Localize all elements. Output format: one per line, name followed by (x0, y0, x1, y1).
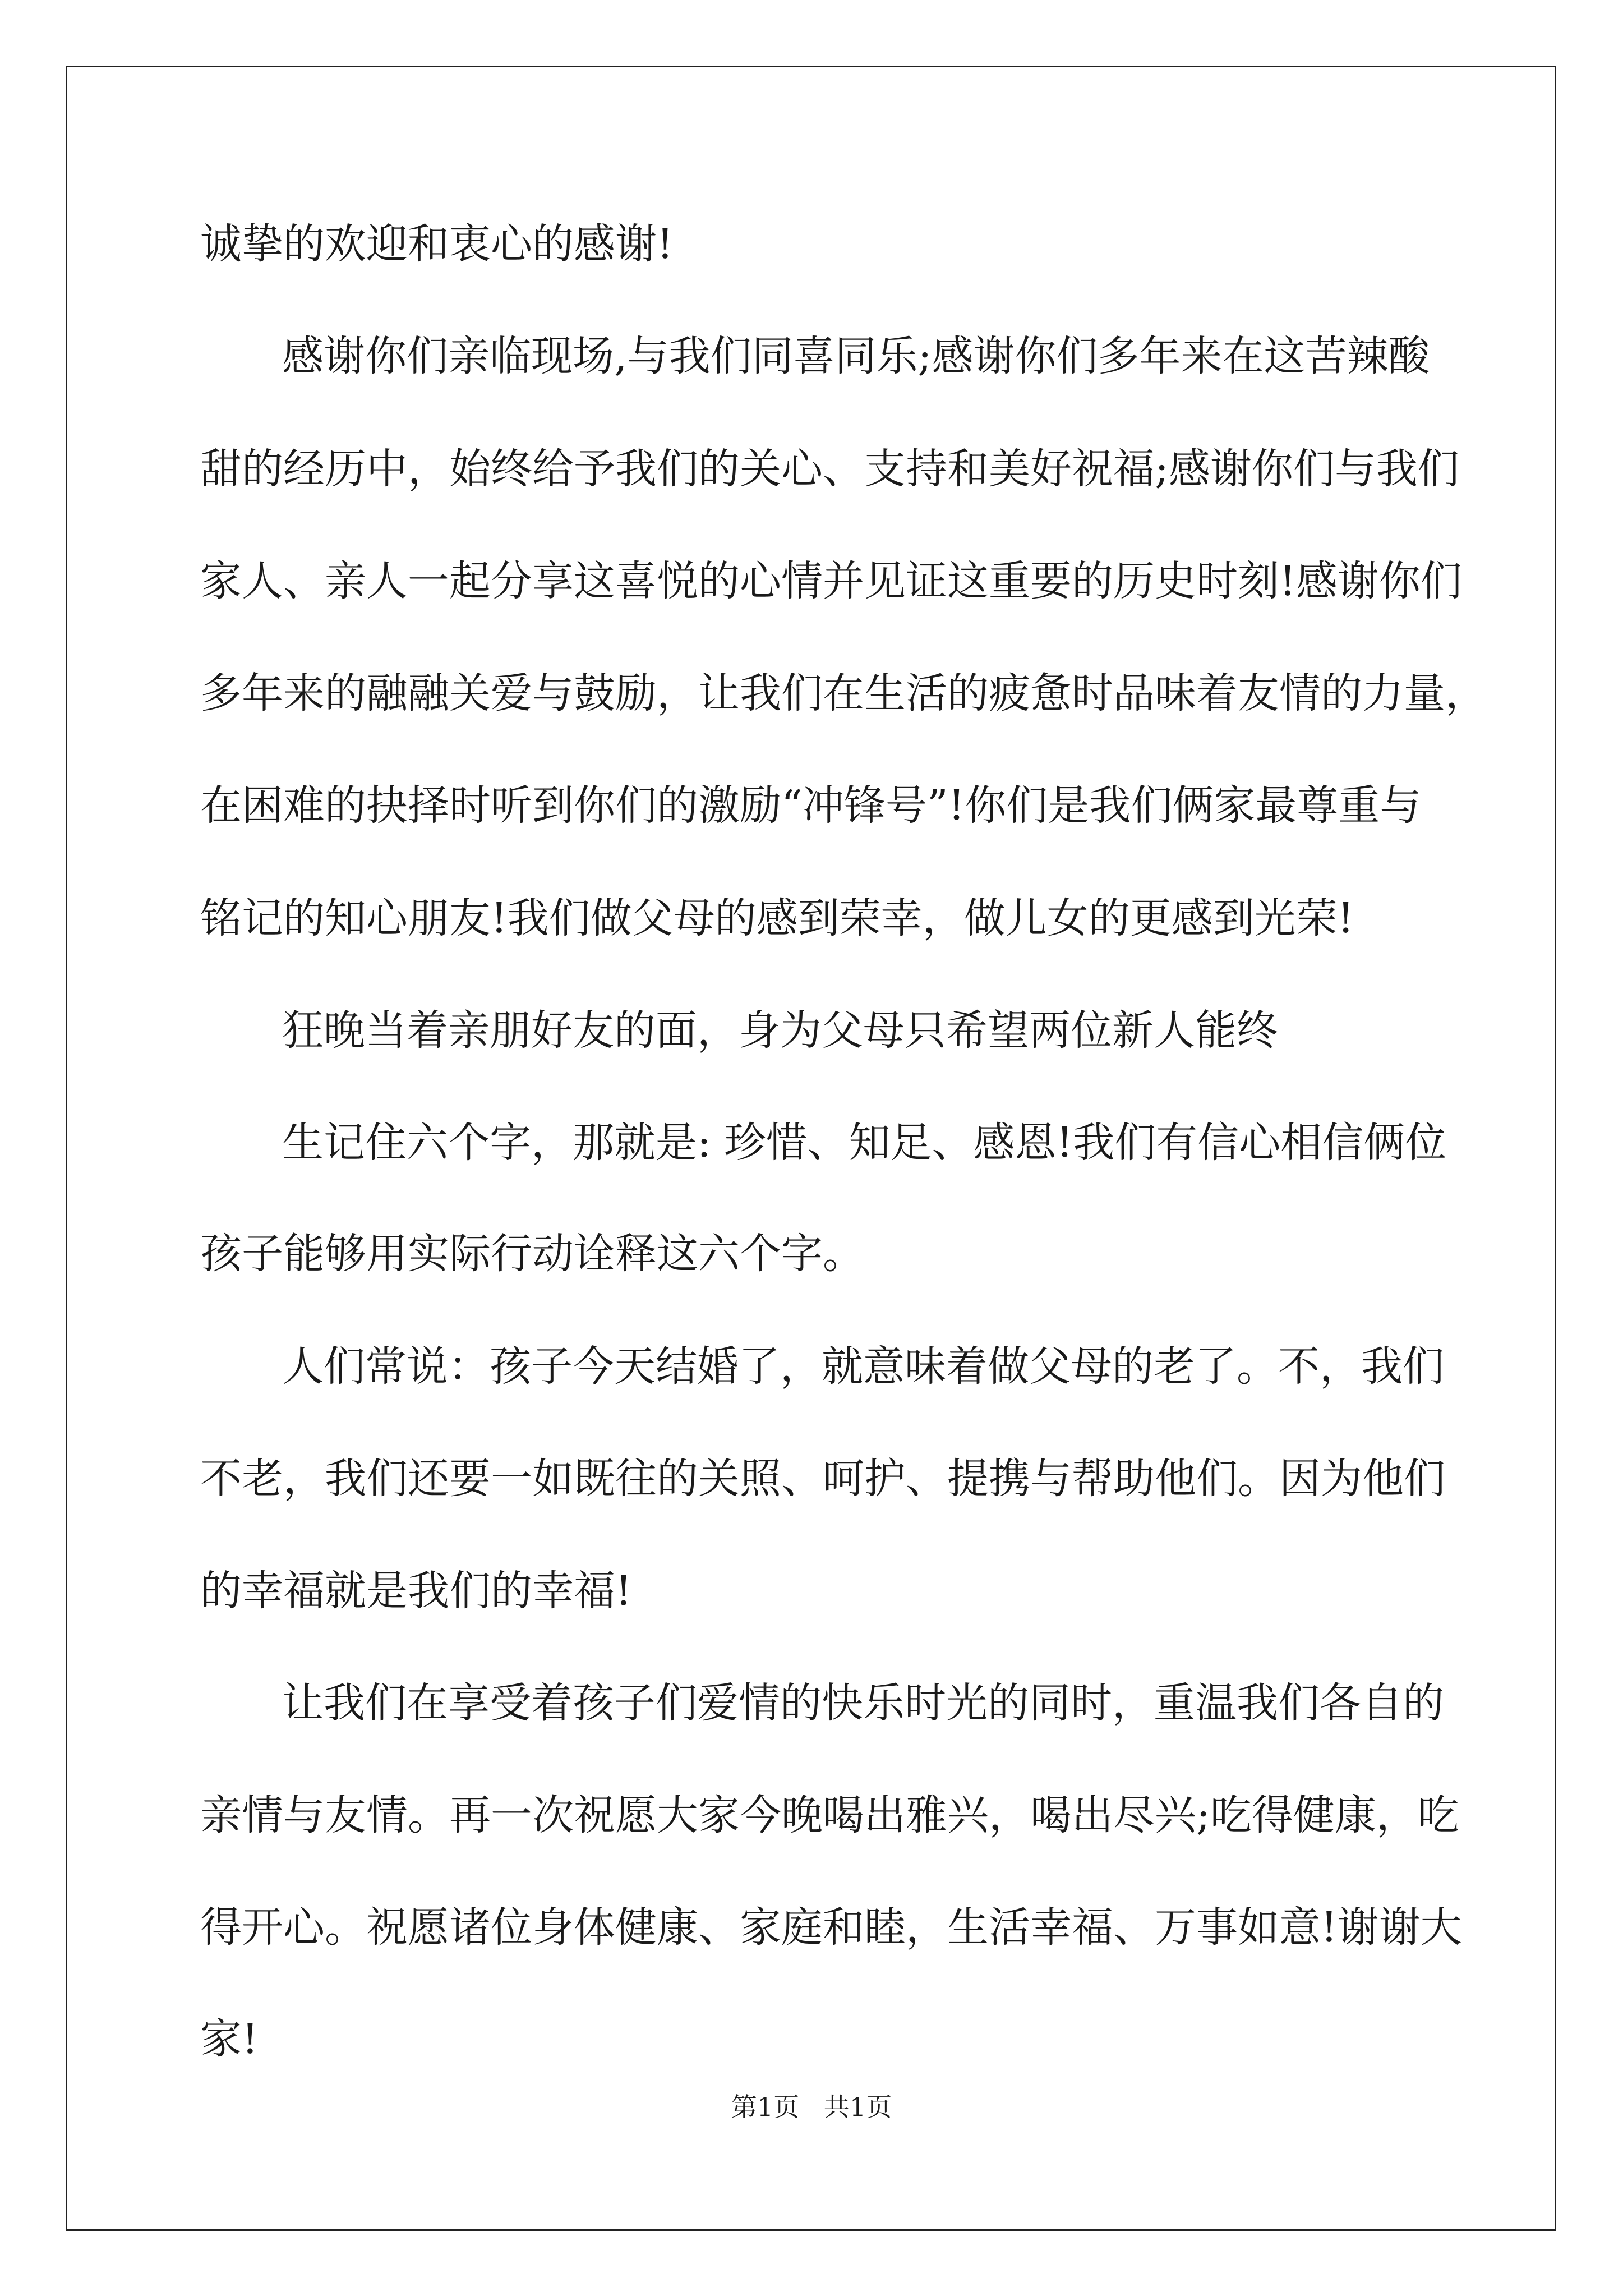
text-line: 的幸福就是我们的幸福! (200, 1567, 632, 1615)
text-line: 孩子能够用实际行动诠释这六个字。 (200, 1230, 864, 1278)
paragraph-start-line: 生记住六个字，那就是: 珍惜、知足、感恩!我们有信心相信俩位 (282, 1119, 1447, 1167)
text-line: 多年来的融融关爱与鼓励，让我们在生活的疲惫时品味着友情的力量， (200, 669, 1487, 717)
text-line: 家人、亲人一起分享这喜悦的心情并见证这重要的历史时刻!感谢你们 (200, 557, 1462, 605)
text-line: 铭记的知心朋友!我们做父母的感到荣幸，做儿女的更感到光荣! (200, 894, 1354, 942)
page-number-footer: 第1页 共1页 (731, 2092, 892, 2122)
text-line: 在困难的抉择时听到你们的激励“冲锋号”!你们是我们俩家最尊重与 (200, 781, 1422, 830)
paragraph-start-line: 让我们在享受着孩子们爱情的快乐时光的同时，重温我们各自的 (282, 1679, 1444, 1727)
text-line: 得开心。祝愿诸位身体健康、家庭和睦，生活幸福、万事如意!谢谢大 (200, 1903, 1462, 1952)
paragraph-start-line: 感谢你们亲临现场,与我们同喜同乐;感谢你们多年来在这苦辣酸 (282, 332, 1430, 380)
text-line: 诚挚的欢迎和衷心的感谢! (200, 220, 674, 268)
text-line: 甜的经历中，始终给予我们的关心、支持和美好祝福;感谢你们与我们 (200, 445, 1459, 493)
paragraph-start-line: 狂晚当着亲朋好友的面，身为父母只希望两位新人能终 (282, 1006, 1278, 1055)
text-line: 家! (200, 2015, 259, 2063)
text-line: 不老，我们还要一如既往的关照、呵护、提携与帮助他们。因为他们 (200, 1455, 1445, 1503)
text-line: 亲情与友情。再一次祝愿大家今晚喝出雅兴，喝出尽兴;吃得健康，吃 (200, 1791, 1459, 1839)
paragraph-start-line: 人们常说：孩子今天结婚了，就意味着做父母的老了。不，我们 (282, 1342, 1444, 1391)
